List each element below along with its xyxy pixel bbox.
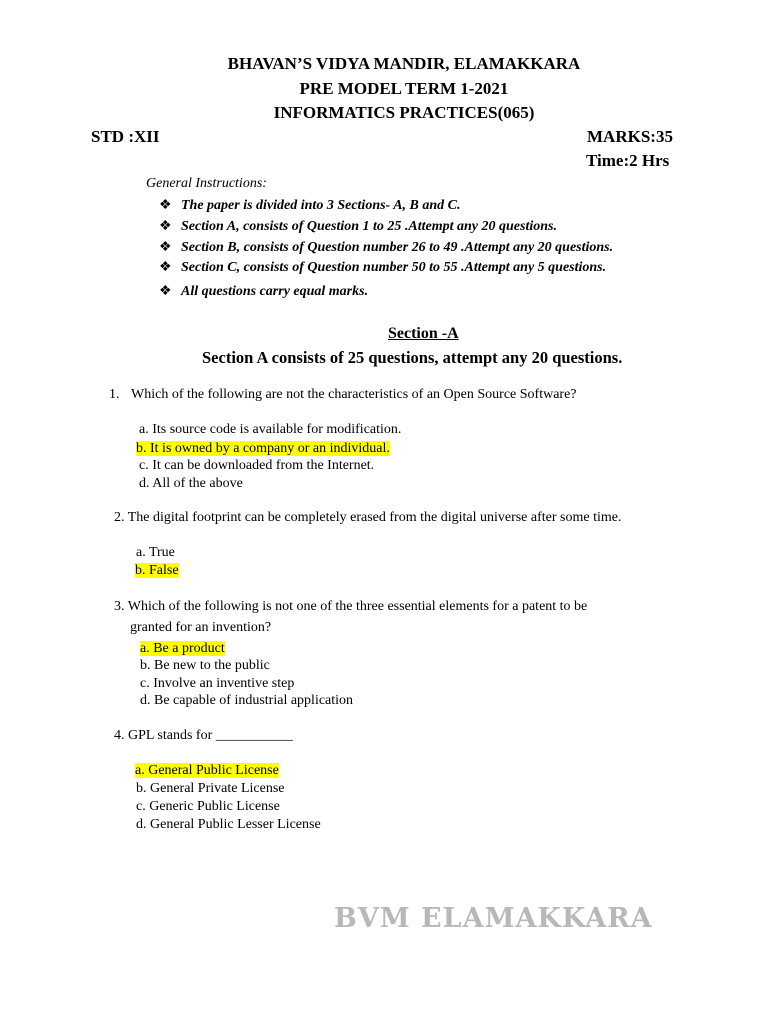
std-label: STD :XII xyxy=(91,127,160,146)
question-number: 1. xyxy=(109,387,120,402)
section-heading: Section -A xyxy=(388,325,459,342)
answer-option: a. True xyxy=(136,545,175,560)
answer-option-highlighted: b. It is owned by a company or an individual. xyxy=(136,441,390,456)
diamond-bullet-icon: ❖ xyxy=(159,260,172,275)
answer-option: d. All of the above xyxy=(139,476,243,491)
answer-option-highlighted: b. False xyxy=(135,563,179,578)
answer-option: b. Be new to the public xyxy=(140,658,270,673)
answer-option: b. General Private License xyxy=(136,781,285,796)
time-label: Time:2 Hrs xyxy=(586,151,670,170)
instruction-item: ❖ Section B, consists of Question number 26 to 49 .Attempt any 20 questions. xyxy=(159,240,614,255)
section-subheading: Section A consists of 25 questions, attempt any 20 questions. xyxy=(202,348,623,367)
subject-title: INFORMATICS PRACTICES(065) xyxy=(273,103,535,122)
answer-option: d. General Public Lesser License xyxy=(136,817,321,832)
diamond-bullet-icon: ❖ xyxy=(159,198,172,213)
instruction-item: ❖ Section C, consists of Question number 50 to 55 .Attempt any 5 questions. xyxy=(159,260,607,275)
diamond-bullet-icon: ❖ xyxy=(159,284,172,299)
question-text: 3. Which of the following is not one of the three essential elements for a patent to be xyxy=(114,599,588,614)
exam-title: PRE MODEL TERM 1-2021 xyxy=(299,79,509,98)
diamond-bullet-icon: ❖ xyxy=(159,219,172,234)
school-name: BHAVAN’S VIDYA MANDIR, ELAMAKKARA xyxy=(227,54,581,73)
answer-option: d. Be capable of industrial application xyxy=(140,693,354,708)
marks-label: MARKS:35 xyxy=(587,127,673,146)
question-text: 4. GPL stands for ___________ xyxy=(114,728,293,743)
question-text: Which of the following are not the characteristics of an Open Source Software? xyxy=(131,387,577,402)
answer-option: c. Involve an inventive step xyxy=(140,676,295,691)
question-text: 2. The digital footprint can be completely erased from the digital universe after some time. xyxy=(114,510,622,525)
answer-option-highlighted: a. Be a product xyxy=(140,641,225,656)
instruction-item: ❖ The paper is divided into 3 Sections- A, B and C. xyxy=(159,198,461,213)
instruction-item: ❖ Section A, consists of Question 1 to 25 .Attempt any 20 questions. xyxy=(159,219,557,234)
instructions-title: General Instructions: xyxy=(146,176,267,191)
question-text-continued: granted for an invention? xyxy=(130,620,272,635)
answer-option: c. It can be downloaded from the Internet. xyxy=(139,458,375,473)
answer-option-highlighted: a. General Public License xyxy=(135,763,279,778)
diamond-bullet-icon: ❖ xyxy=(159,240,172,255)
answer-option: c. Generic Public License xyxy=(136,799,280,814)
answer-option: a. Its source code is available for modification. xyxy=(139,422,402,437)
watermark: BVM ELAMAKKARA xyxy=(334,903,653,934)
instruction-item: ❖ All questions carry equal marks. xyxy=(159,284,369,299)
